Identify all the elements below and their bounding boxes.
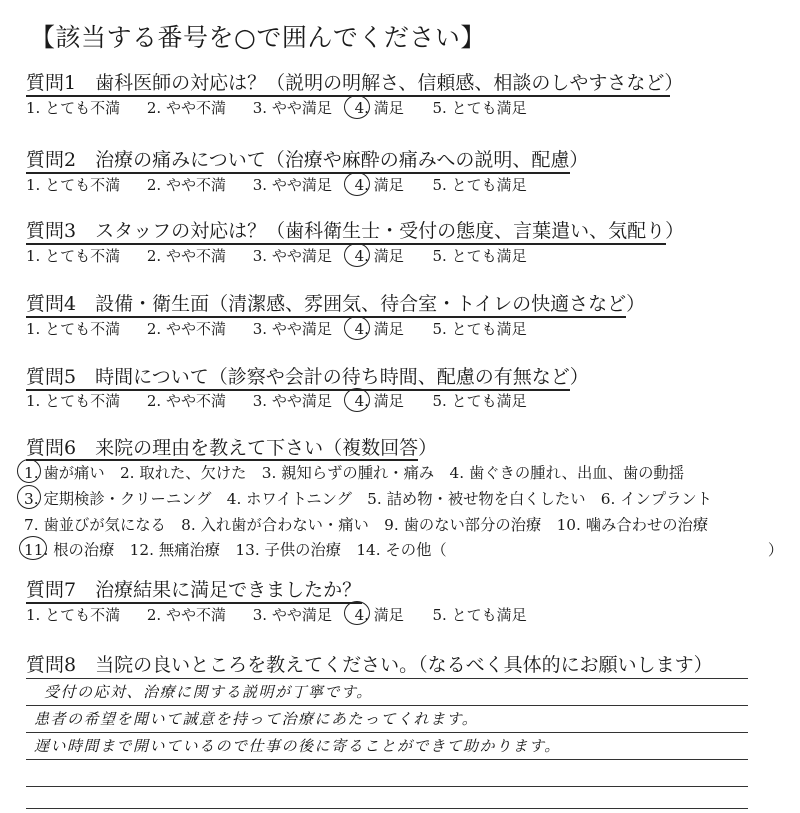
q5-option-1[interactable]: 1. とても不満 <box>26 392 121 410</box>
handwritten-answer-3: 遅い時間まで開いているので仕事の後に寄ることができて助かります。 <box>34 737 561 755</box>
q1-option-1[interactable]: 1. とても不満 <box>26 99 121 117</box>
q2-option-4[interactable]: 4. 満足 <box>354 176 404 194</box>
question-4-options <box>26 318 527 339</box>
q3-option-4[interactable]: 4. 満足 <box>354 247 404 265</box>
q7-option-4[interactable]: 4. 満足 <box>354 606 404 624</box>
q5-option-2[interactable]: 2. やや不満 <box>146 392 226 410</box>
question-3-options <box>26 245 527 266</box>
question-2-options <box>26 174 527 195</box>
question-8-title: 質問8 当院の良いところを教えてください。（なるべく具体的にお願いします） <box>26 654 713 676</box>
question-6-title: 質問6 来院の理由を教えて下さい（複数回答） <box>26 437 438 459</box>
question-5-options <box>26 390 527 411</box>
q2-selection-circle <box>344 172 370 196</box>
q5-option-3[interactable]: 3. やや満足 <box>252 392 332 410</box>
question-7-title: 質問7 治療結果に満足できましたか？ <box>26 579 362 601</box>
q2-option-2[interactable]: 2. やや不満 <box>146 176 226 194</box>
q6-row-4[interactable]: 11. 根の治療 12. 無痛治療 13. 子供の治療 14. その他（ ） <box>24 541 784 559</box>
q6-selection-circle-1 <box>17 459 41 483</box>
q6-row-3[interactable]: 7. 歯並びが気になる 8. 入れ歯が合わない・痛い 9. 歯のない部分の治療 10. 噛み合わせの治療 <box>24 516 709 534</box>
question-2-title: 質問2 治療の痛みについて（治療や麻酔の痛みへの説明、配慮） <box>26 149 589 171</box>
q3-selection-circle <box>344 243 370 267</box>
q7-selection-circle <box>344 601 370 625</box>
question-5-title: 質問5 時間について（診察や会計の待ち時間、配慮の有無など） <box>26 366 589 388</box>
q7-option-1[interactable]: 1. とても不満 <box>26 606 121 624</box>
q2-option-1[interactable]: 1. とても不満 <box>26 176 121 194</box>
q6-selection-circle-11 <box>19 536 47 560</box>
answer-line-6 <box>26 808 748 809</box>
question-1-title: 質問1 歯科医師の対応は？（説明の明解さ、信頼感、相談のしやすさなど） <box>26 72 684 94</box>
q3-option-3[interactable]: 3. やや満足 <box>252 247 332 265</box>
q4-option-1[interactable]: 1. とても不満 <box>26 320 121 338</box>
q4-option-3[interactable]: 3. やや満足 <box>252 320 332 338</box>
form-heading: 【該当する番号を○で囲んでください】 <box>30 23 486 52</box>
q1-option-3[interactable]: 3. やや満足 <box>252 99 332 117</box>
question-1-options <box>26 97 527 118</box>
q7-option-5[interactable]: 5. とても満足 <box>432 606 527 624</box>
q3-option-1[interactable]: 1. とても不満 <box>26 247 121 265</box>
q6-row-1[interactable]: 1. 歯が痛い 2. 取れた、欠けた 3. 親知らずの腫れ・痛み 4. 歯ぐきの腫れ、出血、歯の動揺 <box>24 464 685 482</box>
answer-line-1 <box>26 678 748 679</box>
question-7-options <box>26 604 527 625</box>
q7-option-2[interactable]: 2. やや不満 <box>146 606 226 624</box>
q3-option-2[interactable]: 2. やや不満 <box>146 247 226 265</box>
q5-selection-circle <box>344 388 370 412</box>
answer-line-5 <box>26 786 748 787</box>
q4-option-2[interactable]: 2. やや不満 <box>146 320 226 338</box>
answer-line-4 <box>26 759 748 760</box>
q2-option-3[interactable]: 3. やや満足 <box>252 176 332 194</box>
q4-selection-circle <box>344 316 370 340</box>
answer-line-2 <box>26 705 748 706</box>
question-3-title: 質問3 スタッフの対応は？（歯科衛生士・受付の態度、言葉遣い、気配り） <box>26 220 685 242</box>
q2-option-5[interactable]: 5. とても満足 <box>432 176 527 194</box>
q4-option-4[interactable]: 4. 満足 <box>354 320 404 338</box>
q5-option-5[interactable]: 5. とても満足 <box>432 392 527 410</box>
q1-option-2[interactable]: 2. やや不満 <box>146 99 226 117</box>
answer-line-3 <box>26 732 748 733</box>
q6-row-2[interactable]: 3. 定期検診・クリーニング 4. ホワイトニング 5. 詰め物・被せ物を白くしたい 6. インプラント <box>24 490 713 508</box>
q3-option-5[interactable]: 5. とても満足 <box>432 247 527 265</box>
q5-option-4[interactable]: 4. 満足 <box>354 392 404 410</box>
question-4-title: 質問4 設備・衛生面（清潔感、雰囲気、待合室・トイレの快適さなど） <box>26 293 646 315</box>
q1-selection-circle <box>344 95 370 119</box>
q7-option-3[interactable]: 3. やや満足 <box>252 606 332 624</box>
q4-option-5[interactable]: 5. とても満足 <box>432 320 527 338</box>
q6-selection-circle-3 <box>17 485 41 509</box>
q1-option-4[interactable]: 4. 満足 <box>354 99 404 117</box>
q1-option-5[interactable]: 5. とても満足 <box>432 99 527 117</box>
handwritten-answer-1: 受付の応対、治療に関する説明が丁寧です。 <box>44 683 373 701</box>
handwritten-answer-2: 患者の希望を聞いて誠意を持って治療にあたってくれます。 <box>34 710 479 728</box>
